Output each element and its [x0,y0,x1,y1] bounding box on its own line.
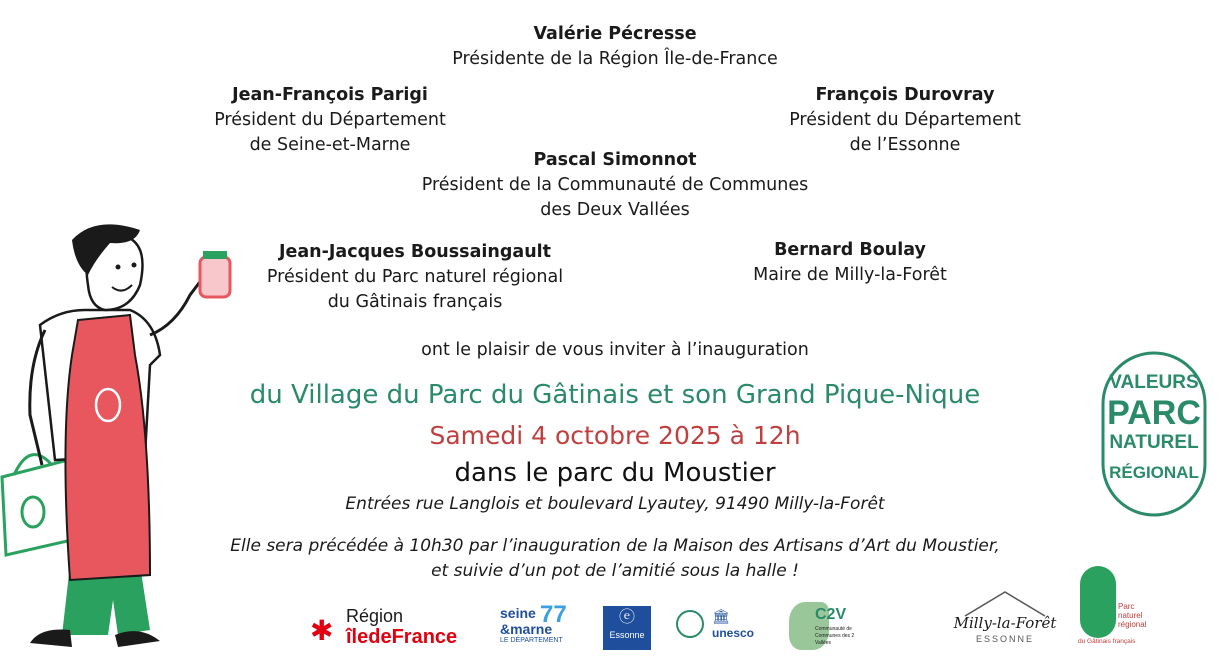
event-address: Entrées rue Langlois et boulevard Lyautey, 91490 Milly-la-Forêt [345,494,885,514]
sm-line-3: LE DÉPARTEMENT [500,637,563,644]
host-boussaingault [230,240,600,315]
logo-essonne [603,606,651,650]
badge-line-1: VALEURS [1109,372,1199,393]
host-title: Président du Département [789,110,1021,130]
host-title-2: des Deux Vallées [540,200,690,220]
star-icon: ✱ [310,615,334,646]
host-title: Maire de Milly-la-Forêt [753,265,947,285]
pnr-leaf-icon [1080,566,1116,638]
c2v-sub: Communauté de Communes des 2 Vallées [815,626,855,646]
c2v-label: C2V [815,606,847,623]
pnr-line-4: du Gâtinais français [1078,638,1136,645]
event-note [150,534,1080,584]
host-title-2: de l’Essonne [849,135,961,155]
host-title: Président du Parc naturel régional [266,267,564,287]
valeurs-parc-badge [1100,350,1208,518]
logo-pnr-gatinais [1078,566,1150,650]
unesco-label: unesco [712,626,755,640]
host-title: Président de la Communauté de Communes [421,175,809,195]
milly-sub: ESSONNE [975,634,1034,644]
77-icon: 77 [540,601,567,628]
host-title: Président du Département [214,110,446,130]
logo-c2v [785,598,865,654]
logo-unesco [676,608,766,648]
unesco-temple-icon: 🏛 [712,608,730,624]
pnr-line-1: Parc [1118,602,1135,611]
biosphere-icon [676,610,704,638]
event-title: du Village du Parc du Gâtinais et son Grand Pique-Nique [249,380,981,410]
sm-line-2: &marne [500,621,553,637]
sm-line-1: seine [500,605,536,621]
logo-seine-et-marne [500,601,575,651]
host-name: Bernard Boulay [774,240,926,260]
essonne-mark-icon: ⓔ [618,609,635,626]
host-name: Pascal Simonnot [533,150,697,170]
host-title: Présidente de la Région Île-de-France [452,49,778,69]
host-boulay [720,238,980,288]
pnr-line-2: naturel [1118,611,1143,620]
host-title-2: du Gâtinais français [327,292,503,312]
host-name: Jean-François Parigi [232,85,428,105]
idf-line-2: îledeFrance [346,626,458,648]
host-name: Valérie Pécresse [533,24,697,44]
milly-label: Milly-la-Forêt [953,614,1057,632]
host-simonnot [370,148,860,223]
essonne-label: Essonne [609,630,645,640]
host-name: Jean-Jacques Boussaingault [278,242,552,262]
logo-region-idf [310,606,485,650]
event-place: dans le parc du Moustier [454,458,776,488]
character-illustration [0,215,240,661]
host-parigi [170,83,490,158]
event-date: Samedi 4 octobre 2025 à 12h [429,421,801,450]
invitation-intro: ont le plaisir de vous inviter à l’inauguration [421,340,809,360]
pnr-line-3: régional [1118,620,1147,629]
host-pecresse [380,22,850,72]
host-durovray [745,83,1065,158]
host-title-2: de Seine-et-Marne [249,135,411,155]
badge-line-3: NATUREL [1109,432,1199,453]
idf-line-1: Région [346,606,404,626]
host-name: François Durovray [815,85,995,105]
badge-line-2: PARC [1107,394,1201,432]
event-note-line-2: et suivie d’un pot de l’amitié sous la halle ! [431,561,799,581]
badge-line-4: RÉGIONAL [1109,463,1199,482]
logo-milly [945,588,1065,650]
event-note-line-1: Elle sera précédée à 10h30 par l’inauguration de la Maison des Artisans d’Art du Moustier, [230,536,1000,556]
